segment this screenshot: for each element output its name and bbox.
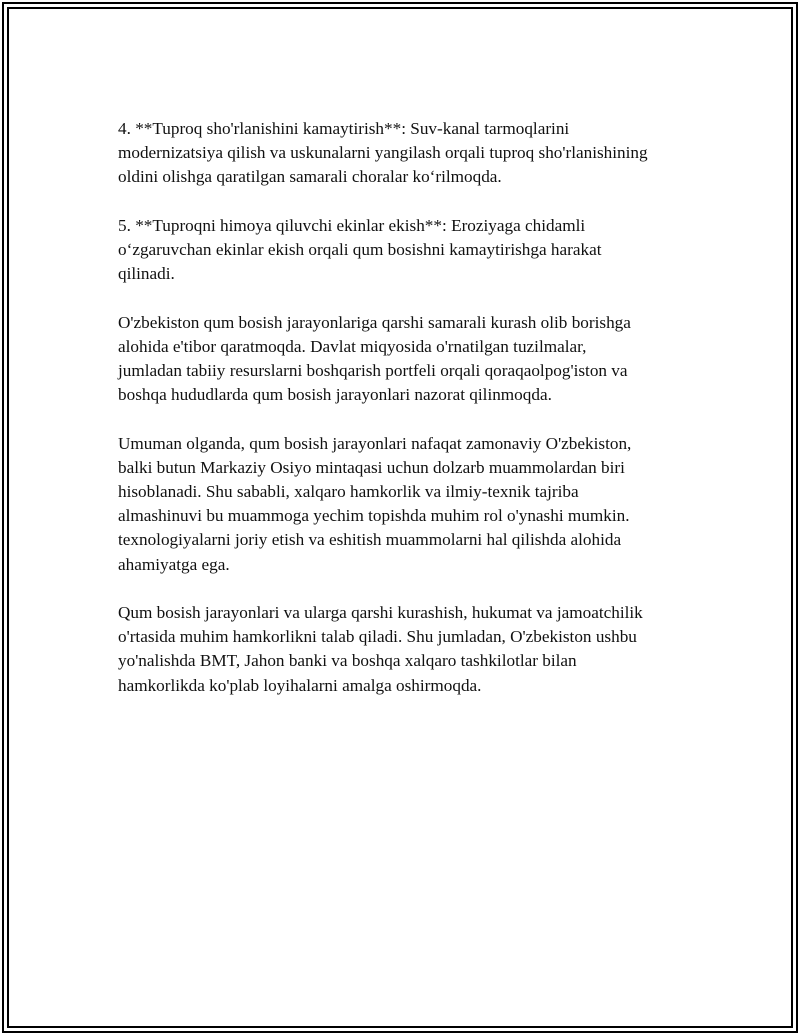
text-line: hamkorlikda ko'plab loyihalarni amalga oshirmoqda. xyxy=(118,675,482,695)
text-line: alohida e'tibor qaratmoqda. Davlat miqyosida o'rnatilgan tuzilmalar, xyxy=(118,336,587,356)
text-line: hisoblanadi. Shu sababli, xalqaro hamkorlik va ilmiy-texnik tajriba xyxy=(118,482,579,501)
text-line: ahamiyatga ega. xyxy=(118,554,230,574)
text-line: 4. **Tuproq sho'rlanishini kamaytirish**: Suv-kanal tarmoqlarini xyxy=(118,119,570,138)
document-body xyxy=(118,117,708,722)
text-line: texnologiyalarni joriy etish va eshitish muammolarni hal qilishda alohida xyxy=(118,530,622,550)
text-line: yo'nalishda BMT, Jahon banki va boshqa xalqaro tashkilotlar bilan xyxy=(118,651,577,671)
paragraph-uzbekistan-measures xyxy=(118,311,708,408)
text-line: o'rtasida muhim hamkorlikni talab qiladi. Shu jumladan, O'zbekiston ushbu xyxy=(118,627,637,647)
text-line: o‘zgaruvchan ekinlar ekish orqali qum bosishni kamaytirishga harakat xyxy=(118,240,602,259)
paragraph-international-cooperation xyxy=(118,601,708,698)
paragraph-soil-salinity xyxy=(118,117,708,190)
text-line: Umuman olganda, qum bosish jarayonlari nafaqat zamonaviy O'zbekiston, xyxy=(118,433,632,453)
text-line: Qum bosish jarayonlari va ularga qarshi kurashish, hukumat va jamoatchilik xyxy=(118,603,643,622)
text-line: qilinadi. xyxy=(118,264,175,284)
text-line: balki butun Markaziy Osiyo mintaqasi uchun dolzarb muammolardan biri xyxy=(118,457,625,477)
paragraph-protective-crops xyxy=(118,214,708,287)
text-line: boshqa hududlarda qum bosish jarayonlari nazorat qilinmoqda. xyxy=(118,385,552,405)
paragraph-central-asia xyxy=(118,432,708,577)
text-line: oldini olishga qaratilgan samarali choralar ko‘rilmoqda. xyxy=(118,167,502,187)
text-line: jumladan tabiiy resurslarni boshqarish portfeli orqali qoraqaolpog'iston va xyxy=(118,361,628,380)
text-line: O'zbekiston qum bosish jarayonlariga qarshi samarali kurash olib borishga xyxy=(118,312,631,332)
text-line: 5. **Tuproqni himoya qiluvchi ekinlar ekish**: Eroziyaga chidamli xyxy=(118,215,586,235)
text-line: modernizatsiya qilish va uskunalarni yangilash orqali tuproq sho'rlanishining xyxy=(118,143,648,163)
text-line: almashinuvi bu muammoga yechim topishda muhim rol o'ynashi mumkin. xyxy=(118,506,630,526)
